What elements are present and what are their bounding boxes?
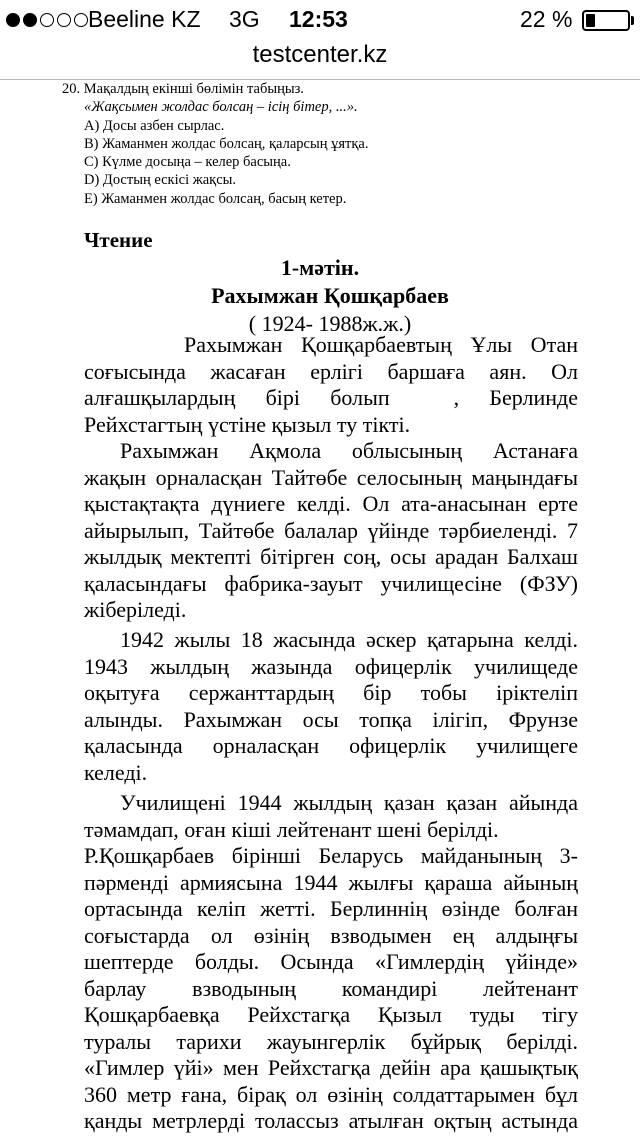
reading-section-heading: Чтение [84,228,153,252]
paragraph-line: қаласында орналасқан офицерлік училищеге [84,733,578,758]
paragraph-line-part: , Берлинде [453,385,578,410]
paragraph-2 [84,438,578,624]
address-bar[interactable] [0,40,640,80]
paragraph-line: 1942 жылы 18 жасында әскер қатарына келді. [120,627,578,652]
signal-dot [23,13,37,27]
battery-percent: 22 % [520,6,573,32]
battery-icon [582,10,630,31]
paragraph-line: қаласындағы фабрика-зауыт училищесіне (ФЗУ) [84,570,578,596]
signal-dot [40,13,54,27]
paragraph-line: келеді. [84,759,148,785]
paragraph-line: оқытуға сержанттардың бір тобы іріктеліп [84,680,578,705]
paragraph-line: Р.Қошқарбаев бірінші Беларусь майданының 3- [84,843,578,868]
paragraph-line: жіберіледі. [84,597,187,622]
text-years: ( 1924- 1988ж.ж.) [248,311,412,336]
paragraph-4 [84,790,578,1135]
battery-terminal [631,16,634,25]
paragraph-line: алынды. Рахымжан осы топқа ілігіп, Фрунзе [84,706,578,732]
paragraph-line: соғысында жасаған ерлігі баршаға аян. Ол [84,358,578,384]
answer-option-a: A) Досы азбен сырлас. [84,117,225,134]
paragraph-line: «Гимлер үйі» мен Рейхстагқа дейін ара қашықтық [84,1055,578,1080]
address-domain[interactable]: testcenter.kz [252,41,388,68]
signal-dot [57,13,71,27]
answer-option-b: B) Жаманмен жолдас болсаң, қаларсың ұятқа. [84,135,369,152]
paragraph-line: жақын орналасқан Тайтөбе селосының маңындағы [84,464,578,490]
paragraph-line: туралы тарихи жауынгерлік бұйрық берілді. [84,1028,578,1054]
question-proverb: «Жақсымен жолдас болсаң – ісің бітер, ...». [84,99,358,116]
paragraph-line-part: алғашқылардың бірі болып [84,385,390,410]
paragraph-line: пәрменді армиясына 1944 жылғы қараша айының [84,869,578,895]
test-question [62,80,582,208]
text-number: 1-мәтін. [280,255,360,280]
paragraph-line: барлау взводының командирі лейтенант [84,975,578,1001]
paragraph-line: Рейхстагтың үстіне қызыл ту тікті. [84,411,411,437]
paragraph-line: шептерде болды. Осында «Гимлердің үйінде» [84,949,578,974]
paragraph-line: қанды метрлерді толассыз атылған оқтың астында [84,1108,578,1133]
carrier-name: Beeline KZ [88,6,201,32]
answer-option-c: C) Күлме досыңа – келер басыңа. [84,154,291,171]
answer-option-e: E) Жаманмен жолдас болсаң, басың кетер. [84,190,347,207]
paragraph-line: айырылып, Тайтөбе балалар үйінде тәрбиеленді. 7 [84,517,578,543]
paragraph-line: Қошқарбаевқа Рейхстагқа Қызыл туды тігу [84,1002,578,1027]
paragraph-line: қыстақтақта дүниеге келді. Ол ата-анасынан ерте [84,491,578,516]
paragraph-line: 360 метр ғана, бірақ ол өзінің солдаттарымен бұл [84,1081,578,1107]
answer-option-d: D) Достың ескісі жақсы. [84,172,237,189]
paragraph-1 [84,332,578,438]
paragraph-line: ортасында келіп жетті. Берлиннің өзінде болған [84,896,578,921]
paragraph-line: соғыстарда ол өзінің взводымен ең алдыңғы [84,922,578,948]
paragraph-line: Рахымжан Қошқарбаевтың Ұлы Отан [184,332,578,357]
paragraph-3 [84,627,578,786]
network-type: 3G [229,6,260,32]
paragraph-line: тәмамдап, оған кіші лейтенант шені берілді. [84,816,499,842]
battery-level-fill [586,14,595,27]
paragraph-line: 1943 жылдың жазында офицерлік училищеде [84,653,578,679]
paragraph-line [84,385,578,412]
question-prompt: 20. Мақалдың екінші бөлімін табыңыз. [62,81,304,97]
paragraph-line: Училищені 1944 жылдың қазан қазан айында [120,790,578,815]
clock: 12:53 [289,6,348,32]
paragraph-line: жылдық мектепті бітірген соң, осы арадан Балхаш [84,544,578,569]
text-title: Рахымжан Қошқарбаев [211,283,449,308]
signal-dot [74,13,88,27]
paragraph-line: Рахымжан Ақмола облысының Астанаға [120,438,578,463]
status-bar [0,0,640,40]
signal-strength-icon [6,13,88,27]
signal-dot [6,13,20,27]
